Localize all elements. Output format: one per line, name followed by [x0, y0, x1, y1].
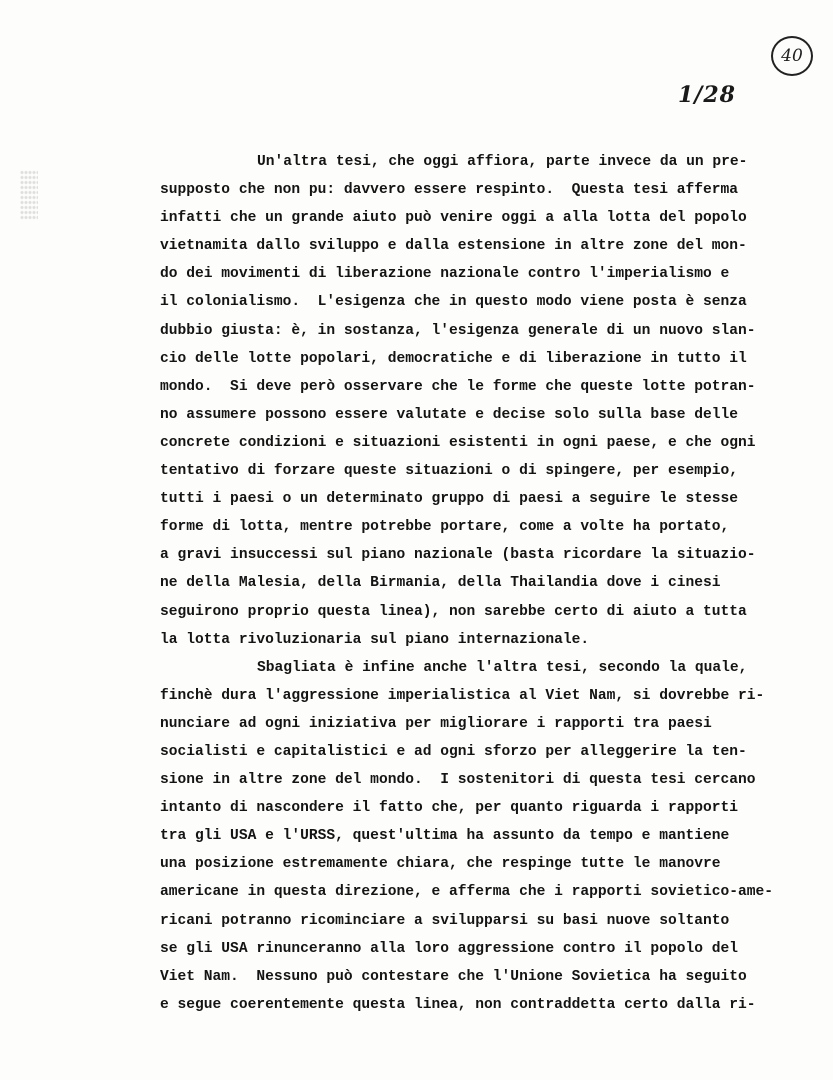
text-line: concrete condizioni e situazioni esistenti in ogni paese, e che ogni [160, 434, 756, 451]
text-line: cio delle lotte popolari, democratiche e di liberazione in tutto il [160, 350, 747, 367]
text-line: seguirono proprio questa linea), non sarebbe certo di aiuto a tutta [160, 603, 747, 620]
text-line: tutti i paesi o un determinato gruppo di paesi a seguire le stesse [160, 491, 739, 508]
text-line: intanto di nascondere il fatto che, per quanto riguarda i rapporti [160, 800, 739, 817]
text-line: supposto che non pu: davvero essere respinto. Questa tesi afferma [160, 182, 739, 199]
scan-speckle [20, 170, 38, 220]
text-line: vietnamita dallo sviluppo e dalla estensione in altre zone del mon- [160, 238, 747, 255]
text-line: forme di lotta, mentre potrebbe portare, come a volte ha portato, [160, 519, 730, 536]
circled-number-text: 40 [781, 46, 803, 66]
text-line: Sbagliata è infine anche l'altra tesi, secondo la quale, [257, 659, 748, 676]
text-line: Un'altra tesi, che oggi affiora, parte invece da un pre- [257, 154, 748, 170]
text-line: no assumere possono essere valutate e decise solo sulla base delle [160, 406, 739, 423]
text-line: do dei movimenti di liberazione nazionale contro l'imperialismo e [160, 266, 730, 283]
text-line: ricani potranno ricominciare a svilupparsi su basi nuove soltanto [160, 912, 730, 929]
text-line: a gravi insuccessi sul piano nazionale (basta ricordare la situazio- [160, 547, 756, 564]
text-line: e segue coerentemente questa linea, non contraddetta certo dalla ri- [160, 996, 756, 1013]
typewritten-body [160, 148, 810, 1019]
text-line: americane in questa direzione, e afferma che i rapporti sovietico-ame- [160, 884, 774, 901]
text-line: finchè dura l'aggressione imperialistica al Viet Nam, si dovrebbe ri- [160, 687, 765, 704]
text-line: Viet Nam. Nessuno può contestare che l'Unione Sovietica ha seguito [160, 968, 747, 985]
handwritten-page-number: 1/28 [678, 82, 736, 108]
text-line: mondo. Si deve però osservare che le forme che queste lotte potran- [160, 378, 756, 395]
text-line: se gli USA rinunceranno alla loro aggressione contro il popolo del [160, 940, 739, 957]
text-line: il colonialismo. L'esigenza che in questo modo viene posta è senza [160, 294, 747, 311]
text-line: dubbio giusta: è, in sostanza, l'esigenza generale di un nuovo slan- [160, 322, 756, 339]
text-line: socialisti e capitalistici e ad ogni sforzo per alleggerire la ten- [160, 743, 747, 760]
text-line: la lotta rivoluzionaria sul piano internazionale. [160, 631, 590, 648]
text-line: sione in altre zone del mondo. I sostenitori di questa tesi cercano [160, 772, 756, 789]
text-line: ne della Malesia, della Birmania, della Thailandia dove i cinesi [160, 575, 721, 592]
text-line: tentativo di forzare queste situazioni o di spingere, per esempio, [160, 463, 739, 480]
text-line: infatti che un grande aiuto può venire oggi a alla lotta del popolo [160, 210, 747, 227]
circled-folio-number [771, 36, 813, 76]
text-line: una posizione estremamente chiara, che respinge tutte le manovre [160, 856, 721, 873]
text-line: tra gli USA e l'URSS, quest'ultima ha assunto da tempo e mantiene [160, 828, 730, 845]
text-line: nunciare ad ogni iniziativa per migliorare i rapporti tra paesi [160, 715, 712, 732]
